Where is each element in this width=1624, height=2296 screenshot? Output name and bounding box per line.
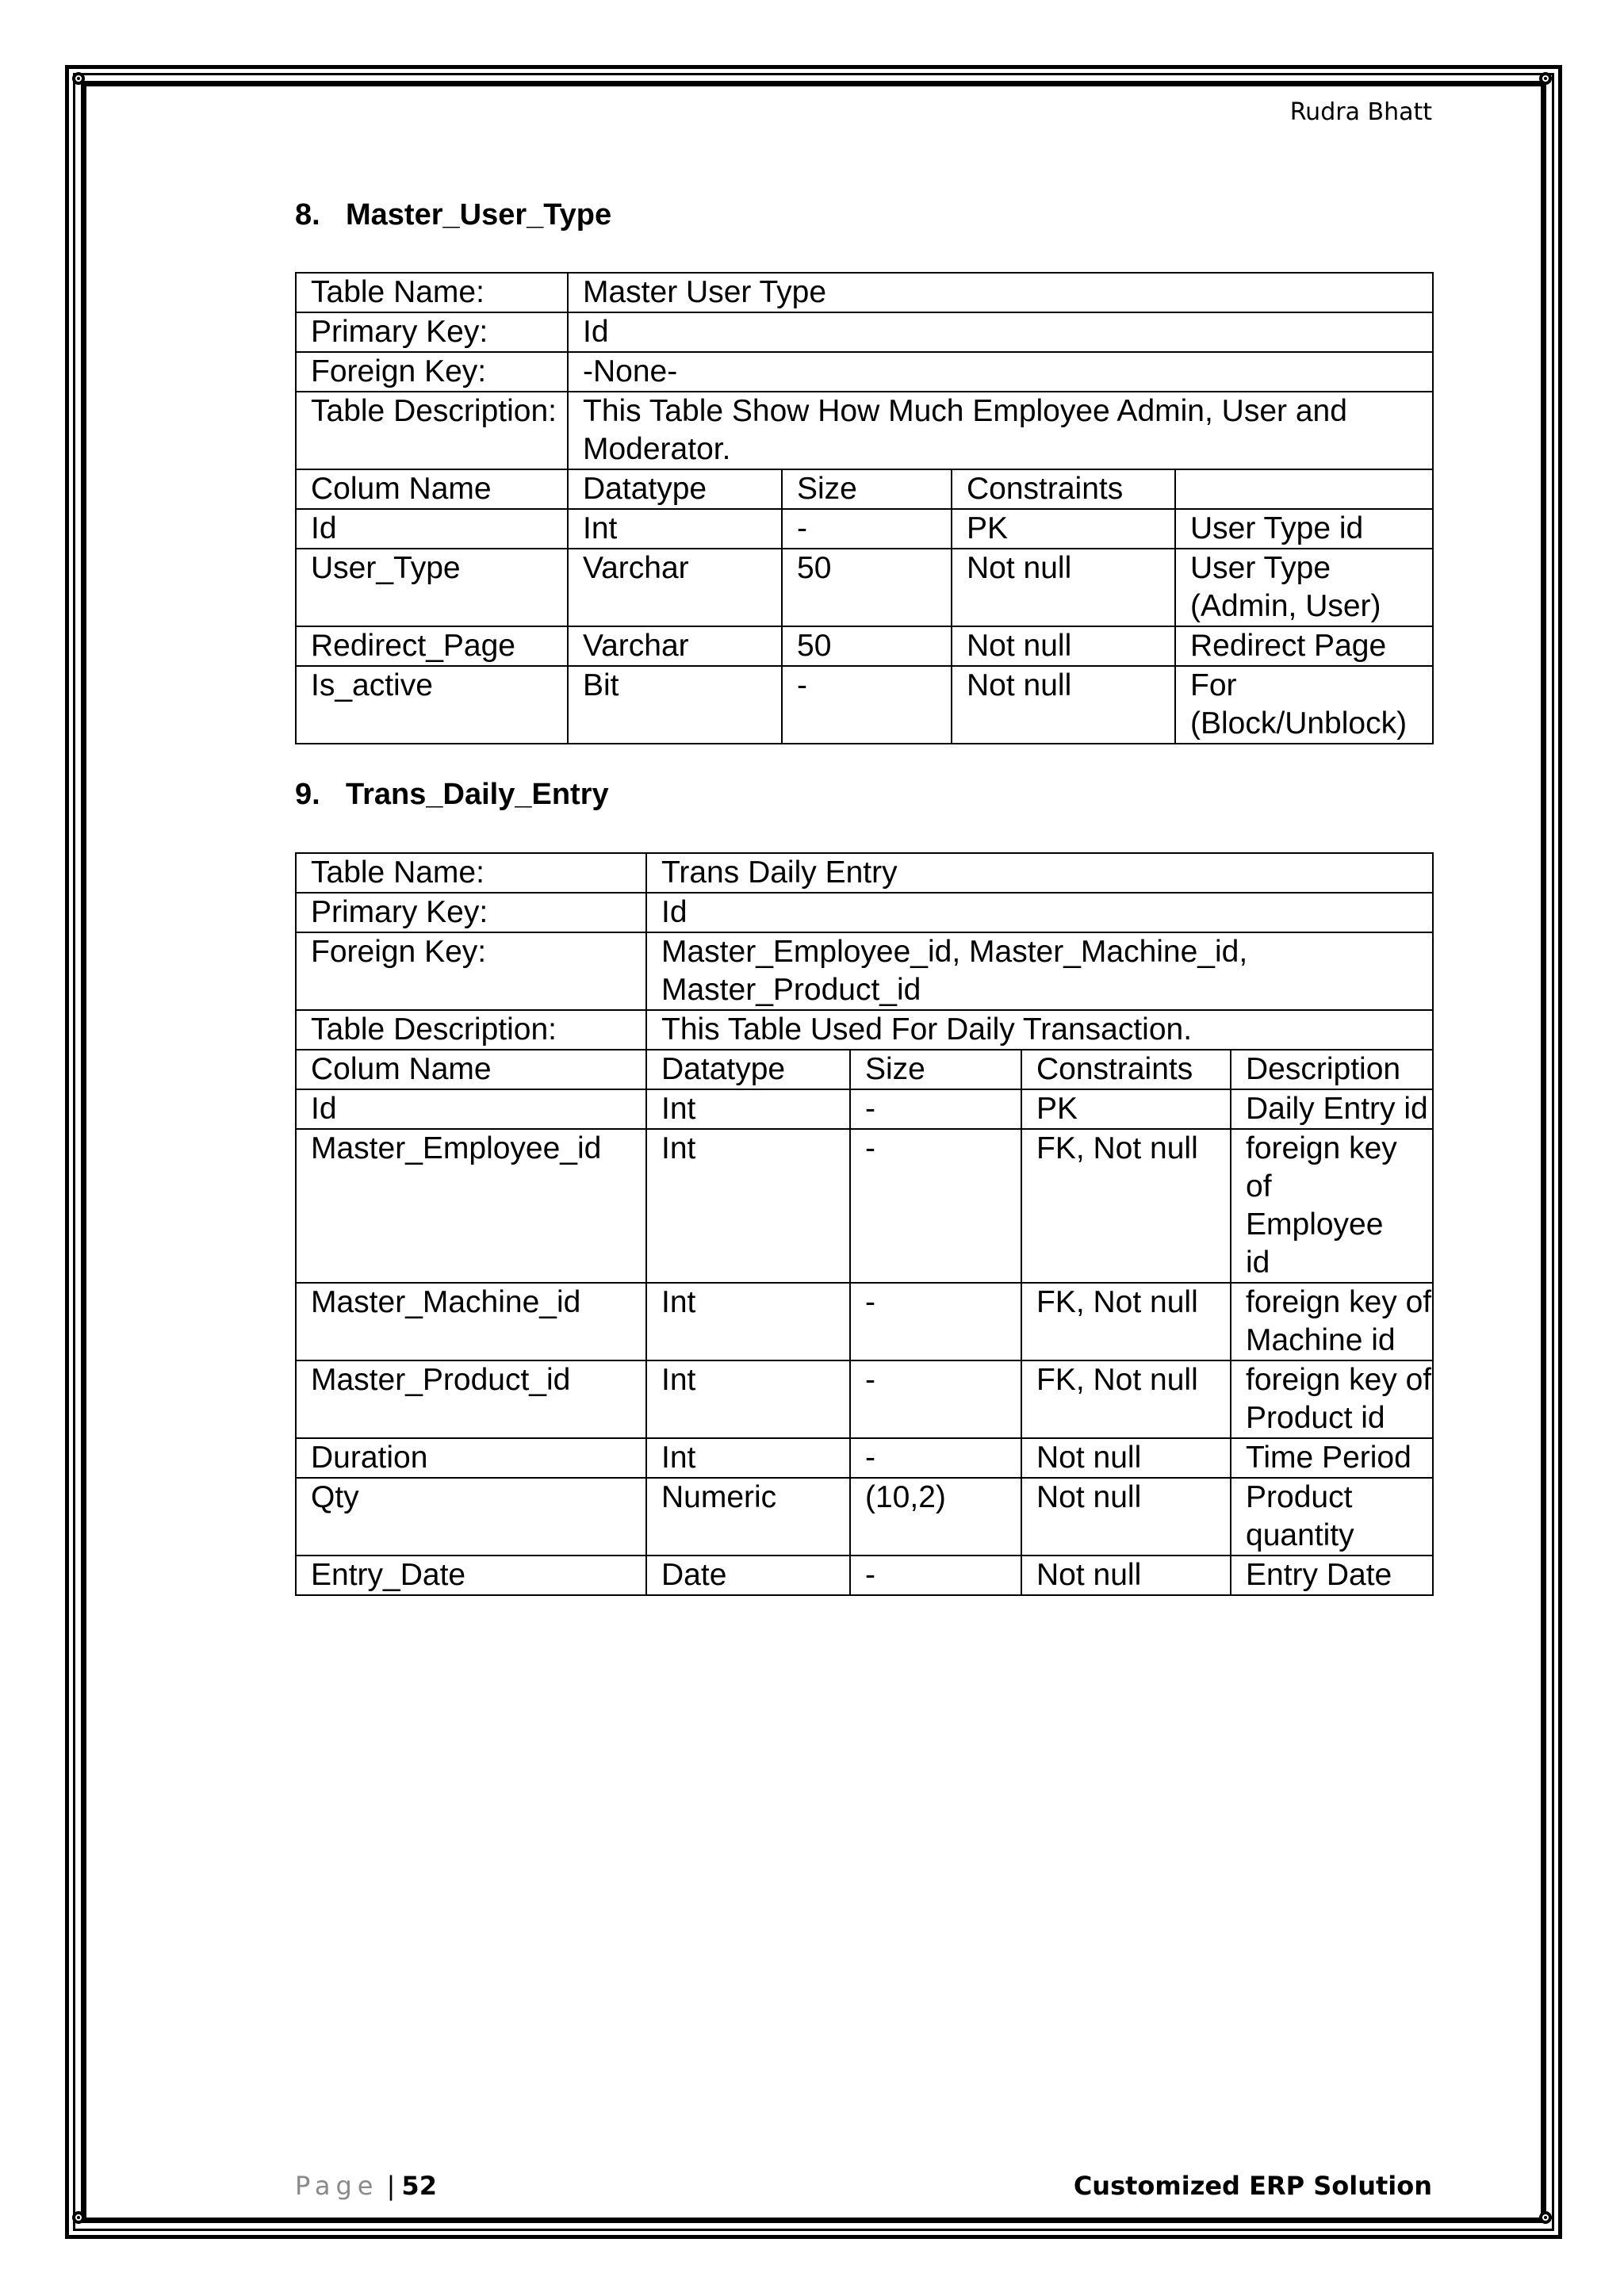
table-row (296, 626, 1433, 666)
table-cell: For (Block/Unblock) (1175, 666, 1433, 744)
table-cell: Entry Date (1231, 1556, 1433, 1595)
table-header-row (296, 469, 1433, 509)
table-cell: - (782, 666, 952, 744)
table-row (296, 1478, 1433, 1556)
section-heading (295, 198, 611, 232)
table-cell: - (850, 1556, 1021, 1595)
header-author: Rudra Bhatt (1289, 98, 1432, 126)
table-cell: Int (646, 1438, 850, 1478)
description-label: Table Description: (296, 392, 568, 469)
table-row (296, 1360, 1433, 1438)
table-row (296, 666, 1433, 744)
table-cell: User_Type (296, 549, 568, 626)
footer-page-num: 52 (401, 2171, 437, 2201)
table-cell: Not null (952, 626, 1175, 666)
table-row (296, 352, 1433, 392)
column-header: Datatype (568, 469, 782, 509)
table-row (296, 1089, 1433, 1129)
table-cell: Master_Machine_id (296, 1283, 646, 1360)
table-cell: Int (646, 1129, 850, 1283)
section-number: 8. (295, 198, 320, 232)
table-cell: Bit (568, 666, 782, 744)
table-cell: Master_Employee_id (296, 1129, 646, 1283)
table-name-label: Table Name: (296, 853, 646, 893)
table-cell: foreign key of Product id (1231, 1360, 1433, 1438)
corner-ornament-icon (72, 72, 85, 85)
table-cell: Master_Product_id (296, 1360, 646, 1438)
table-name-label: Table Name: (296, 273, 568, 312)
table-cell: Product quantity (1231, 1478, 1433, 1556)
primary-key-label: Primary Key: (296, 893, 646, 932)
table-cell: Not null (1021, 1556, 1231, 1595)
table-cell: User Type id (1175, 509, 1433, 549)
corner-ornament-icon (72, 2211, 85, 2224)
table-name-value: Master User Type (568, 273, 1433, 312)
table-cell: 50 (782, 626, 952, 666)
column-header: Constraints (952, 469, 1175, 509)
table-cell: PK (1021, 1089, 1231, 1129)
column-header: Colum Name (296, 469, 568, 509)
table-row (296, 273, 1433, 312)
primary-key-value: Id (568, 312, 1433, 352)
table-cell: Not null (952, 549, 1175, 626)
table-cell: Not null (952, 666, 1175, 744)
table-cell: Int (646, 1089, 850, 1129)
description-value: This Table Show How Much Employee Admin, User and Moderator. (568, 392, 1433, 469)
table-cell: Varchar (568, 549, 782, 626)
column-header: Size (782, 469, 952, 509)
table-cell: Not null (1021, 1438, 1231, 1478)
table-cell: - (850, 1438, 1021, 1478)
table-cell: Int (568, 509, 782, 549)
table-row (296, 853, 1433, 893)
table-cell: - (850, 1283, 1021, 1360)
table-cell: Is_active (296, 666, 568, 744)
column-header: Constraints (1021, 1050, 1231, 1089)
column-header (1175, 469, 1433, 509)
foreign-key-label: Foreign Key: (296, 352, 568, 392)
section-title: Master_User_Type (346, 198, 612, 232)
table-cell: Time Period (1231, 1438, 1433, 1478)
table-cell: Redirect Page (1175, 626, 1433, 666)
table-cell: Date (646, 1556, 850, 1595)
table-cell: (10,2) (850, 1478, 1021, 1556)
table-cell: foreign key of Machine id (1231, 1283, 1433, 1360)
table-row (296, 509, 1433, 549)
table-row (296, 1438, 1433, 1478)
table-row (296, 312, 1433, 352)
table-cell: - (850, 1129, 1021, 1283)
table-name-value: Trans Daily Entry (646, 853, 1433, 893)
column-header: Datatype (646, 1050, 850, 1089)
section-number: 9. (295, 778, 320, 811)
footer-doc-title: Customized ERP Solution (1073, 2171, 1432, 2201)
table-cell: Numeric (646, 1478, 850, 1556)
table-cell: Duration (296, 1438, 646, 1478)
table-row (296, 392, 1433, 469)
table-cell: Qty (296, 1478, 646, 1556)
footer-page-label: Page (295, 2171, 379, 2201)
table-cell: foreign key of Employee id (1231, 1129, 1433, 1283)
table-cell: FK, Not null (1021, 1360, 1231, 1438)
foreign-key-label: Foreign Key: (296, 932, 646, 1010)
table-cell: FK, Not null (1021, 1129, 1231, 1283)
footer-page-number (295, 2171, 437, 2201)
table-cell: Int (646, 1283, 850, 1360)
table-row (296, 1283, 1433, 1360)
table-cell: Not null (1021, 1478, 1231, 1556)
corner-ornament-icon (1539, 72, 1552, 85)
table-cell: - (782, 509, 952, 549)
column-header: Size (850, 1050, 1021, 1089)
primary-key-value: Id (646, 893, 1433, 932)
description-value: This Table Used For Daily Transaction. (646, 1010, 1433, 1050)
foreign-key-value: -None- (568, 352, 1433, 392)
table-cell: Id (296, 509, 568, 549)
table-cell: FK, Not null (1021, 1283, 1231, 1360)
table-cell: - (850, 1089, 1021, 1129)
column-header: Description (1231, 1050, 1433, 1089)
table-cell: Redirect_Page (296, 626, 568, 666)
table-cell: - (850, 1360, 1021, 1438)
table-row (296, 893, 1433, 932)
table-row (296, 1129, 1433, 1283)
table-row (296, 1556, 1433, 1595)
table-cell: User Type (Admin, User) (1175, 549, 1433, 626)
table-row (296, 932, 1433, 1010)
trans-daily-entry-table (295, 852, 1434, 1596)
table-cell: Entry_Date (296, 1556, 646, 1595)
table-cell: Int (646, 1360, 850, 1438)
table-cell: Id (296, 1089, 646, 1129)
table-cell: Daily Entry id (1231, 1089, 1433, 1129)
column-header: Colum Name (296, 1050, 646, 1089)
table-cell: Varchar (568, 626, 782, 666)
section-title: Trans_Daily_Entry (346, 778, 609, 811)
table-cell: PK (952, 509, 1175, 549)
foreign-key-value: Master_Employee_id, Master_Machine_id, Master_Product_id (646, 932, 1433, 1010)
master-user-type-table (295, 272, 1434, 744)
table-row (296, 549, 1433, 626)
table-cell: 50 (782, 549, 952, 626)
footer-separator: | (386, 2171, 396, 2201)
corner-ornament-icon (1539, 2211, 1552, 2224)
table-row (296, 1010, 1433, 1050)
table-header-row (296, 1050, 1433, 1089)
description-label: Table Description: (296, 1010, 646, 1050)
primary-key-label: Primary Key: (296, 312, 568, 352)
section-heading (295, 778, 609, 812)
